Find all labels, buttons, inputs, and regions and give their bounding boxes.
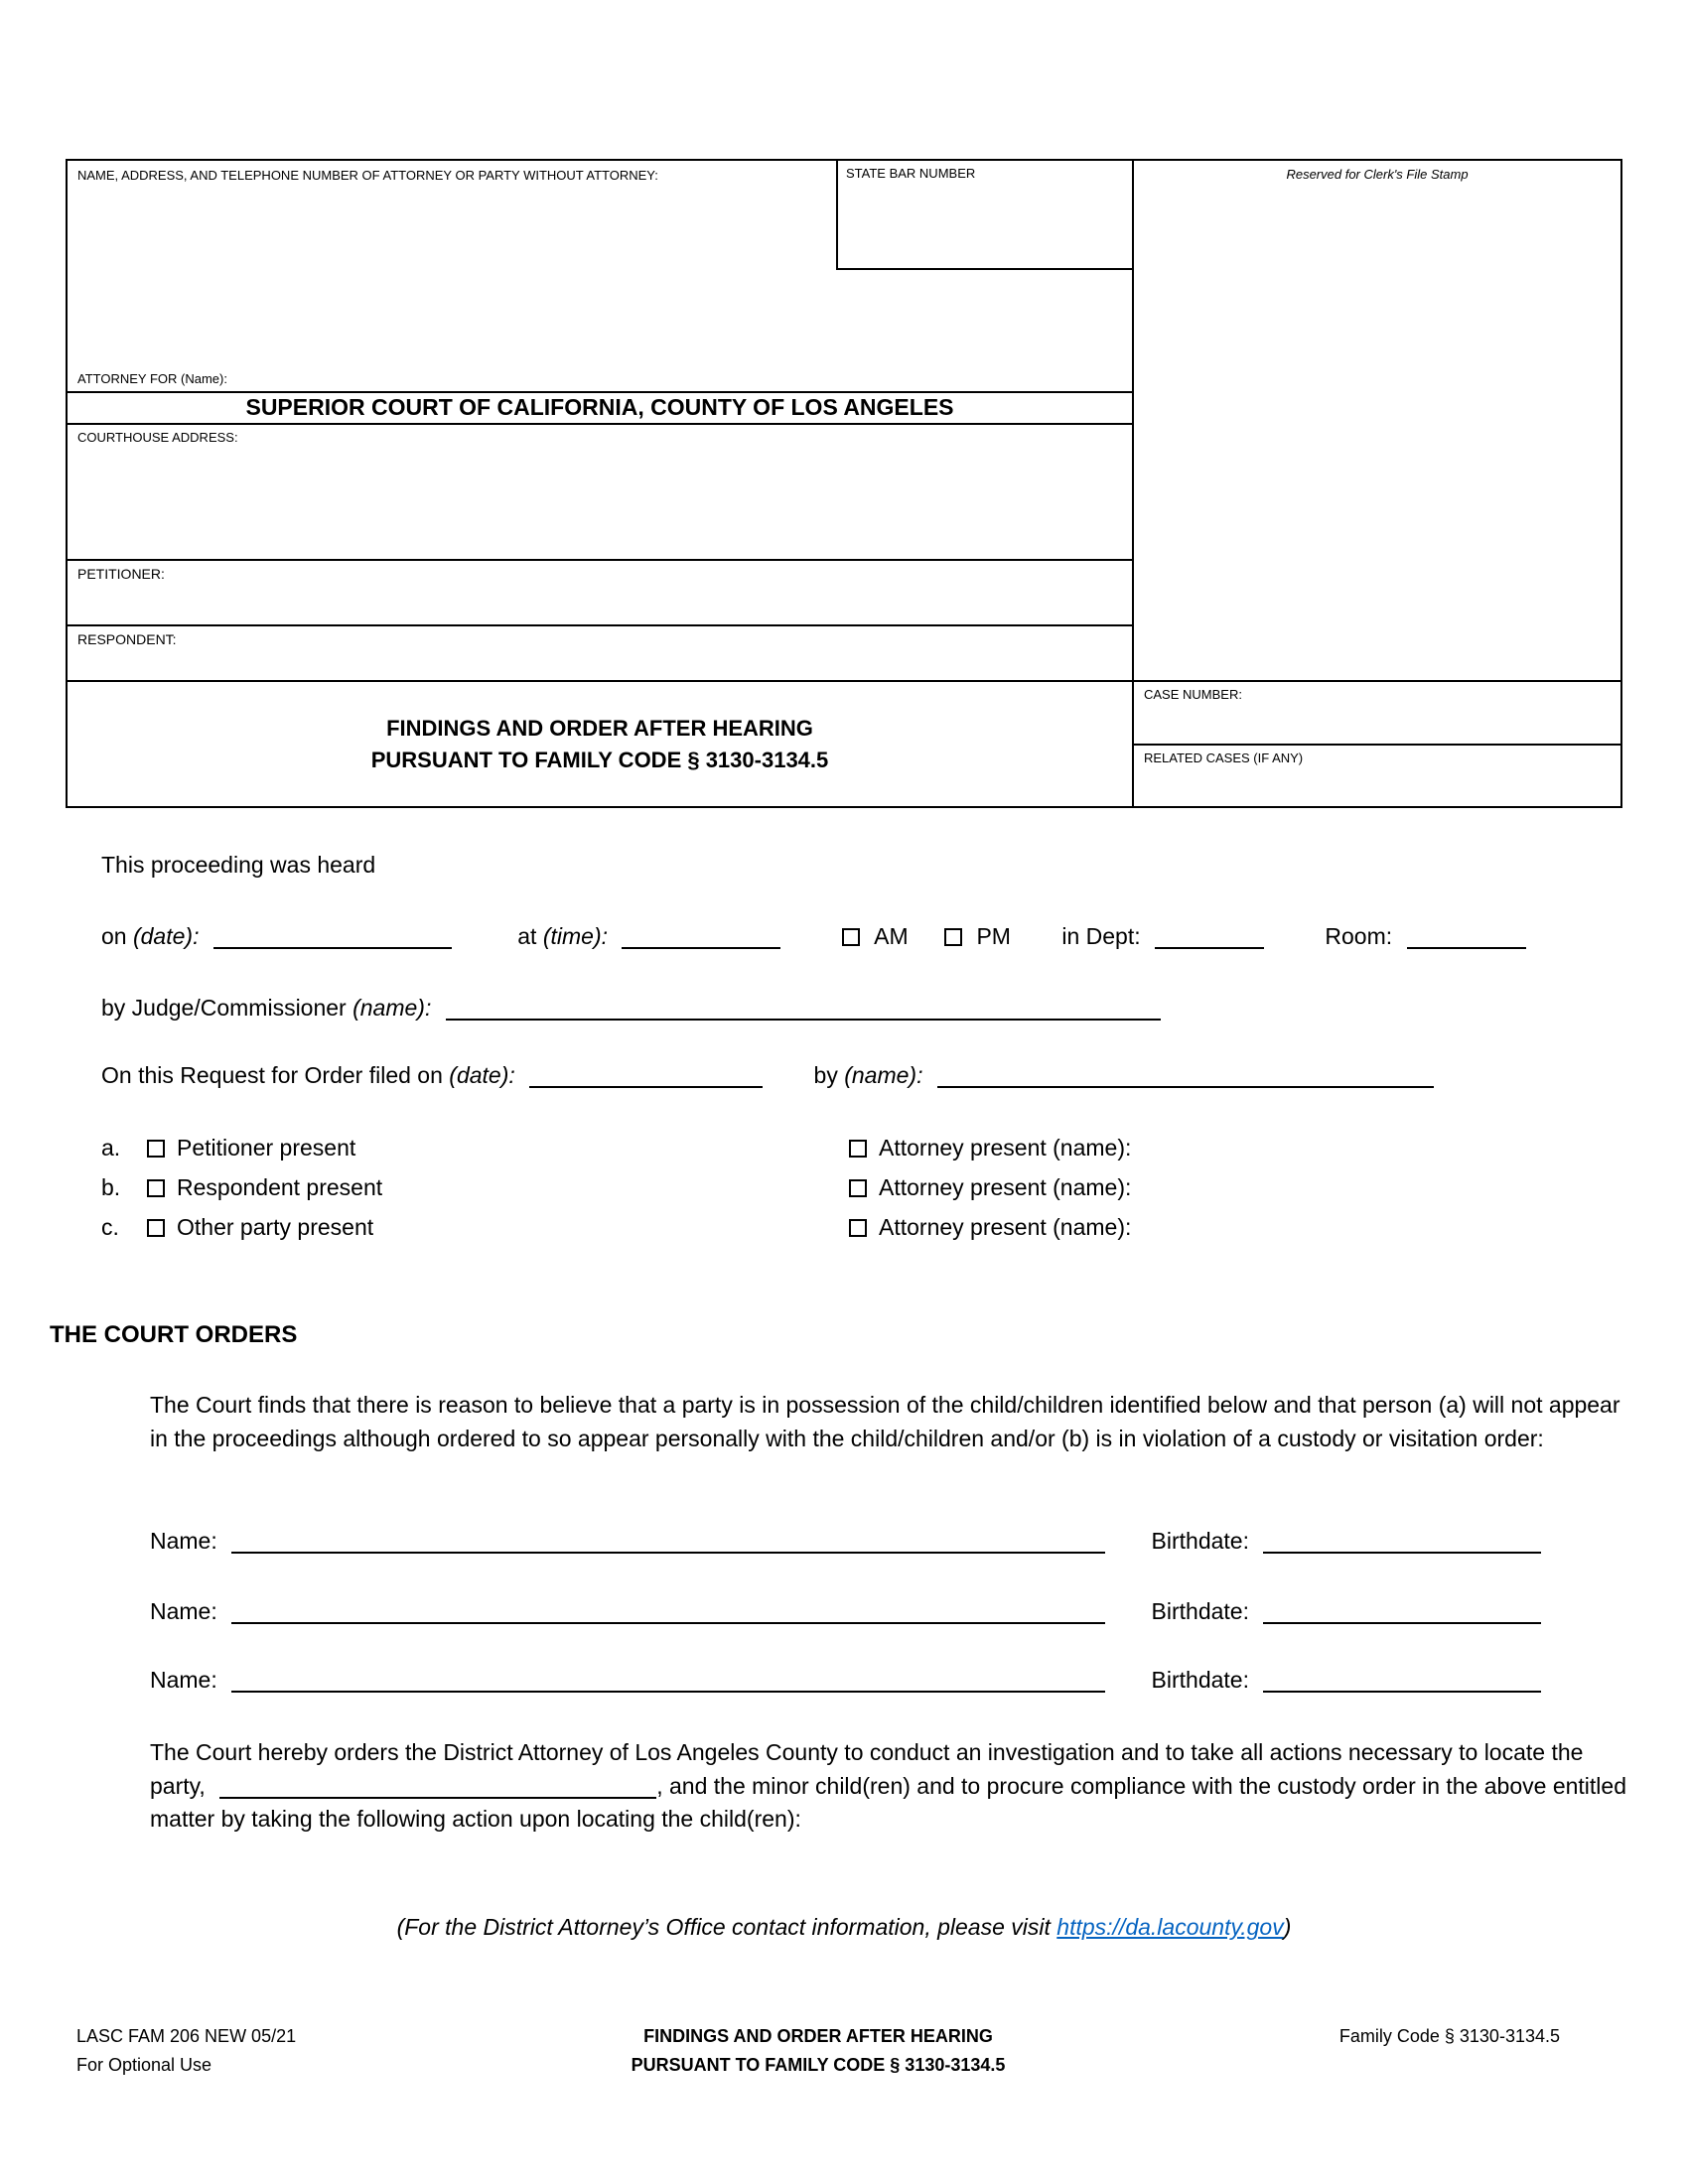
child-birthdate-blank[interactable]: [1263, 1671, 1541, 1693]
footer-code-reference: Family Code § 3130-3134.5: [1338, 2026, 1560, 2046]
room-blank[interactable]: [1407, 927, 1526, 949]
child-name-row: [150, 1667, 1541, 1694]
by-label: by: [813, 1062, 838, 1088]
related-cases-label: RELATED CASES (IF ANY): [1144, 751, 1304, 765]
birthdate-label: Birthdate:: [1151, 1598, 1249, 1624]
other-party-present-checkbox[interactable]: [147, 1219, 165, 1237]
appearance-row-c: [101, 1214, 1132, 1254]
name-label: Name:: [150, 1598, 217, 1624]
by-name-label: (name):: [844, 1062, 923, 1088]
child-name-blank[interactable]: [231, 1602, 1105, 1624]
child-name-row: [150, 1598, 1541, 1625]
form-footer: [76, 2022, 1560, 2080]
order-paragraph: [150, 1736, 1627, 1837]
state-bar-number-field[interactable]: [836, 161, 1132, 270]
header-main: [68, 161, 1620, 680]
footer-title-line1: FINDINGS AND ORDER AFTER HEARING: [643, 2026, 993, 2046]
birthdate-label: Birthdate:: [1151, 1667, 1249, 1693]
child-birthdate-blank[interactable]: [1263, 1532, 1541, 1554]
da-website-link[interactable]: https://da.lacounty.gov: [1056, 1914, 1284, 1940]
at-label: at: [517, 923, 537, 949]
am-label: AM: [874, 923, 909, 949]
judge-label: by Judge/Commissioner: [101, 995, 347, 1021]
respondent-field[interactable]: [68, 626, 1132, 680]
case-number-field[interactable]: [1134, 682, 1620, 746]
item-letter: b.: [101, 1174, 121, 1200]
dept-blank[interactable]: [1155, 927, 1264, 949]
state-bar-number-label: STATE BAR NUMBER: [846, 166, 976, 181]
footer-title-line2: PURSUANT TO FAMILY CODE § 3130-3134.5: [631, 2055, 1006, 2075]
item-letter: a.: [101, 1135, 121, 1160]
clerk-stamp-label: Reserved for Clerk's File Stamp: [1286, 167, 1469, 182]
appearance-row-b: [101, 1174, 1132, 1214]
pm-label: PM: [976, 923, 1011, 949]
date-label: (date):: [132, 923, 200, 949]
party-name-blank[interactable]: [219, 1777, 656, 1799]
form-number: LASC FAM 206 NEW 05/21: [76, 2026, 297, 2046]
child-name-blank[interactable]: [231, 1532, 1105, 1554]
name-label: Name:: [150, 1528, 217, 1554]
header-left-column: [68, 161, 1134, 680]
hearing-date-line: [101, 923, 1526, 950]
hearing-intro: This proceeding was heard: [101, 852, 376, 878]
attorney-present-label: Attorney present (name):: [879, 1135, 1132, 1160]
courthouse-address-label: COURTHOUSE ADDRESS:: [77, 430, 238, 445]
attorney-for-label: ATTORNEY FOR (Name):: [77, 371, 227, 386]
form-header: [66, 159, 1622, 808]
respondent-label: RESPONDENT:: [77, 631, 177, 647]
rfo-date-label: (date):: [449, 1062, 515, 1088]
other-party-present-label: Other party present: [177, 1214, 374, 1240]
footer-title: [560, 2022, 1076, 2080]
am-checkbox[interactable]: [842, 928, 860, 946]
petitioner-label: PETITIONER:: [77, 566, 165, 582]
form-title-line2: PURSUANT TO FAMILY CODE § 3130-3134.5: [370, 747, 829, 772]
item-letter: c.: [101, 1214, 119, 1240]
optional-use-note: For Optional Use: [76, 2055, 212, 2075]
respondent-present-label: Respondent present: [177, 1174, 383, 1200]
order-paragraph-part2: , and the minor child(ren) and to procure compliance with the custody order in the above entitled matter by taking the following action upon locating the child(ren):: [150, 1772, 1626, 1833]
rfo-date-blank[interactable]: [529, 1066, 763, 1088]
on-label: on: [101, 923, 127, 949]
attorney-present-label: Attorney present (name):: [879, 1214, 1132, 1240]
name-label: Name:: [150, 1667, 217, 1693]
hearing-date-blank[interactable]: [213, 927, 452, 949]
child-name-row: [150, 1528, 1541, 1555]
attorney-info-label: NAME, ADDRESS, AND TELEPHONE NUMBER OF ATTORNEY OR PARTY WITHOUT ATTORNEY:: [77, 168, 658, 183]
attorney-present-label: Attorney present (name):: [879, 1174, 1132, 1200]
rfo-label: On this Request for Order filed on: [101, 1062, 443, 1088]
judge-name-label: (name):: [352, 995, 432, 1021]
courthouse-address-field[interactable]: [68, 425, 1132, 561]
court-orders-heading: THE COURT ORDERS: [50, 1321, 298, 1348]
request-for-order-line: [101, 1062, 1434, 1089]
form-title: [68, 682, 1134, 806]
findings-paragraph: The Court finds that there is reason to believe that a party is in possession of the child/children identified below and that person (a) will not appear in the proceedings although ordered to so appear personally with the child/children and/or (b) is in violation of a custody or visitation order:: [150, 1392, 1620, 1451]
respondent-present-checkbox[interactable]: [147, 1179, 165, 1197]
child-birthdate-blank[interactable]: [1263, 1602, 1541, 1624]
petitioner-field[interactable]: [68, 561, 1132, 626]
case-number-label: CASE NUMBER:: [1144, 687, 1242, 702]
appearance-list: [101, 1135, 1132, 1254]
footer-left: [76, 2022, 560, 2080]
form-title-line1: FINDINGS AND ORDER AFTER HEARING: [386, 715, 813, 741]
da-contact-note: [0, 1914, 1688, 1941]
da-note-suffix: ): [1283, 1914, 1292, 1940]
attorney-present-checkbox[interactable]: [849, 1179, 867, 1197]
room-label: Room:: [1325, 923, 1393, 949]
appearance-row-a: [101, 1135, 1132, 1174]
pm-checkbox[interactable]: [944, 928, 962, 946]
header-bottom-row: [68, 680, 1620, 806]
child-name-blank[interactable]: [231, 1671, 1105, 1693]
judge-name-blank[interactable]: [446, 999, 1161, 1021]
order-paragraph-part1: The Court hereby orders the District Attorney of Los Angeles County to conduct an investigation and to take all actions necessary to locate the party,: [150, 1739, 1584, 1799]
dept-label: in Dept:: [1061, 923, 1141, 949]
time-label: (time):: [542, 923, 608, 949]
birthdate-label: Birthdate:: [1151, 1528, 1249, 1554]
related-cases-field[interactable]: [1134, 746, 1620, 806]
rfo-by-name-blank[interactable]: [937, 1066, 1434, 1088]
attorney-present-checkbox[interactable]: [849, 1219, 867, 1237]
attorney-present-checkbox[interactable]: [849, 1140, 867, 1158]
court-name: SUPERIOR COURT OF CALIFORNIA, COUNTY OF LOS ANGELES: [68, 393, 1132, 425]
judge-line: [101, 995, 1161, 1022]
petitioner-present-label: Petitioner present: [177, 1135, 356, 1160]
attorney-info-field[interactable]: [68, 161, 1132, 393]
clerk-stamp-area: [1134, 161, 1620, 680]
petitioner-present-checkbox[interactable]: [147, 1140, 165, 1158]
case-info-column: [1134, 682, 1620, 806]
da-note-prefix: (For the District Attorney’s Office contact information, please visit: [396, 1914, 1051, 1940]
hearing-time-blank[interactable]: [622, 927, 780, 949]
